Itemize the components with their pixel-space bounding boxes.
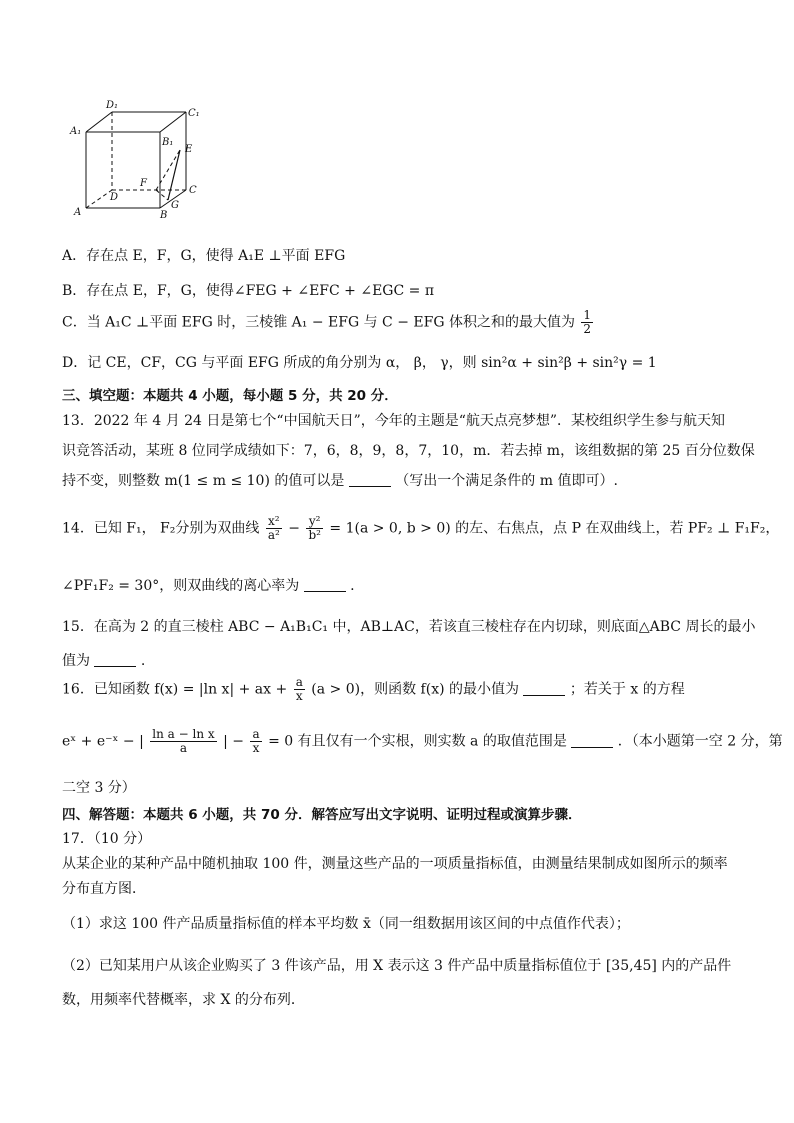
q14-frac-x xyxy=(266,515,282,542)
section-4-heading: 四、解答题：本题共 6 小题，共 70 分．解答应写出文字说明、证明过程或演算步骤． xyxy=(62,807,582,823)
option-c xyxy=(62,309,595,336)
q17-header: 17．（10 分） xyxy=(62,831,152,847)
q14-intro: 14．已知 F₁， F₂分别为双曲线 xyxy=(62,520,260,537)
q16-frac-den: x xyxy=(295,689,303,703)
label-D1: D₁ xyxy=(106,100,119,111)
q16-answer-blank-2[interactable] xyxy=(571,733,613,748)
fraction-one-half xyxy=(581,309,593,336)
q14-rest: = 1(a > 0, b > 0) 的左、右焦点，点 P 在双曲线上，若 PF₂ ⊥ F₁F₂， xyxy=(329,520,780,537)
q14-line-2-tail: . xyxy=(350,578,355,594)
q16-frac-a-x xyxy=(294,676,305,703)
q16-cond: (a > 0)，则函数 f(x) 的最小值为 xyxy=(311,681,520,698)
q17-line-1: 从某企业的某种产品中随机抽取 100 件，测量这些产品的一项质量指标值，由测量结果制成如图所示的频率 xyxy=(62,856,728,872)
option-d: D．记 CE，CF，CG 与平面 EFG 所成的角分别为 α， β， γ，则 sin²α + sin²β + sin²γ = 1 xyxy=(62,355,657,371)
q17-part-2-line-1: （2）已知某用户从该企业购买了 3 件该产品，用 X 表示这 3 件产品中质量指标值位于 [35,45] 内的产品件 xyxy=(62,958,732,974)
label-C1: C₁ xyxy=(188,108,200,119)
label-F: F xyxy=(140,178,147,189)
q14-b2: b² xyxy=(308,528,321,542)
q17-part-2-line-2: 数，用频率代替概率，求 X 的分布列． xyxy=(62,992,305,1008)
option-c-text: C．当 A₁C ⊥平面 EFG 时，三棱锥 A₁ − EFG 与 C − EFG 体积之和的最大值为 xyxy=(62,314,575,331)
q16-frac-num: a xyxy=(295,675,303,689)
q17-part-1: （1）求这 100 件产品质量指标值的样本平均数 x̄（同一组数据用该区间的中点值作代表）； xyxy=(62,916,630,932)
edge-B1-C1 xyxy=(160,112,186,132)
q14-a2: a² xyxy=(267,528,280,542)
q16-score-note: ．（本小题第一空 2 分，第 xyxy=(617,733,783,750)
q16-line-2 xyxy=(62,728,783,755)
q16-line-1 xyxy=(62,676,685,703)
label-B1: B₁ xyxy=(162,137,174,148)
label-D: D xyxy=(110,192,119,203)
q16-eq-start: eˣ + e⁻ˣ − | xyxy=(62,733,144,750)
q16-eq-mid: | − xyxy=(223,733,244,750)
q17-line-2: 分布直方图． xyxy=(62,881,146,897)
q15-line-2-text: 值为 xyxy=(62,653,90,669)
q13-answer-blank[interactable] xyxy=(349,472,391,487)
q14-line-2-text: ∠PF₁F₂ = 30°，则双曲线的离心率为 xyxy=(62,578,300,594)
q15-line-1: 15．在高为 2 的直三棱柱 ABC − A₁B₁C₁ 中，AB⊥AC，若该直三棱柱存在内切球，则底面△ABC 周长的最小 xyxy=(62,619,756,635)
q15-line-2 xyxy=(62,650,145,670)
q14-minus: − xyxy=(288,520,300,537)
q16-ln-den: a xyxy=(179,741,188,755)
q14-frac-y xyxy=(306,515,323,542)
section-3-heading: 三、填空题：本题共 4 小题，每小题 5 分，共 20 分． xyxy=(62,388,398,404)
edge-F-G xyxy=(156,190,168,200)
q16-frac-ln xyxy=(150,728,216,755)
q14-x2: x² xyxy=(266,515,282,529)
edge-A-D xyxy=(86,190,112,208)
q13-line-3-text: 持不变，则整数 m(1 ≤ m ≤ 10) 的值可以是 xyxy=(62,473,345,489)
q16-frac2-den: x xyxy=(252,741,260,755)
q14-answer-blank[interactable] xyxy=(304,577,346,592)
edge-E-G xyxy=(168,150,180,200)
q16-tail: ；若关于 x 的方程 xyxy=(569,681,685,698)
q16-intro: 16．已知函数 f(x) = |ln x| + ax + xyxy=(62,681,288,698)
label-E: E xyxy=(185,144,193,155)
q13-line-3 xyxy=(62,470,618,490)
q16-eq-end: = 0 有且仅有一个实根，则实数 a 的取值范围是 xyxy=(268,733,567,750)
fraction-denominator: 2 xyxy=(583,322,592,336)
q15-line-2-tail: . xyxy=(140,653,146,669)
fraction-numerator: 1 xyxy=(583,308,592,322)
label-G: G xyxy=(171,200,179,211)
label-C: C xyxy=(189,185,197,196)
q16-ln-num: ln a − ln x xyxy=(152,727,215,741)
option-a: A．存在点 E，F，G，使得 A₁E ⊥平面 EFG xyxy=(62,248,346,264)
q14-line-2 xyxy=(62,575,355,595)
q16-frac2-num: a xyxy=(252,727,260,741)
option-b: B．存在点 E，F，G，使得∠FEG + ∠EFC + ∠EGC = π xyxy=(62,283,435,299)
q14-line-1 xyxy=(62,515,779,542)
q16-frac-a-x-2 xyxy=(250,728,261,755)
q14-y2: y² xyxy=(306,515,323,529)
label-B: B xyxy=(160,210,168,218)
q16-answer-blank-1[interactable] xyxy=(523,681,565,696)
q13-line-1: 13．2022 年 4 月 24 日是第七个“中国航天日”，今年的主题是“航天点亮梦想”．某校组织学生参与航天知 xyxy=(62,413,726,429)
q13-line-2: 识竞答活动，某班 8 位同学成绩如下：7，6，8，9，8，7，10，m．若去掉 m，该组数据的第 25 百分位数保 xyxy=(62,443,755,459)
edge-A1-D1 xyxy=(86,112,112,132)
q13-line-3-tail: （写出一个满足条件的 m 值即可）. xyxy=(395,473,618,489)
q15-answer-blank[interactable] xyxy=(94,652,136,667)
q16-line-3: 二空 3 分） xyxy=(62,780,136,796)
label-A1: A₁ xyxy=(70,126,82,137)
label-A: A xyxy=(74,207,82,218)
cube-figure xyxy=(68,98,218,218)
